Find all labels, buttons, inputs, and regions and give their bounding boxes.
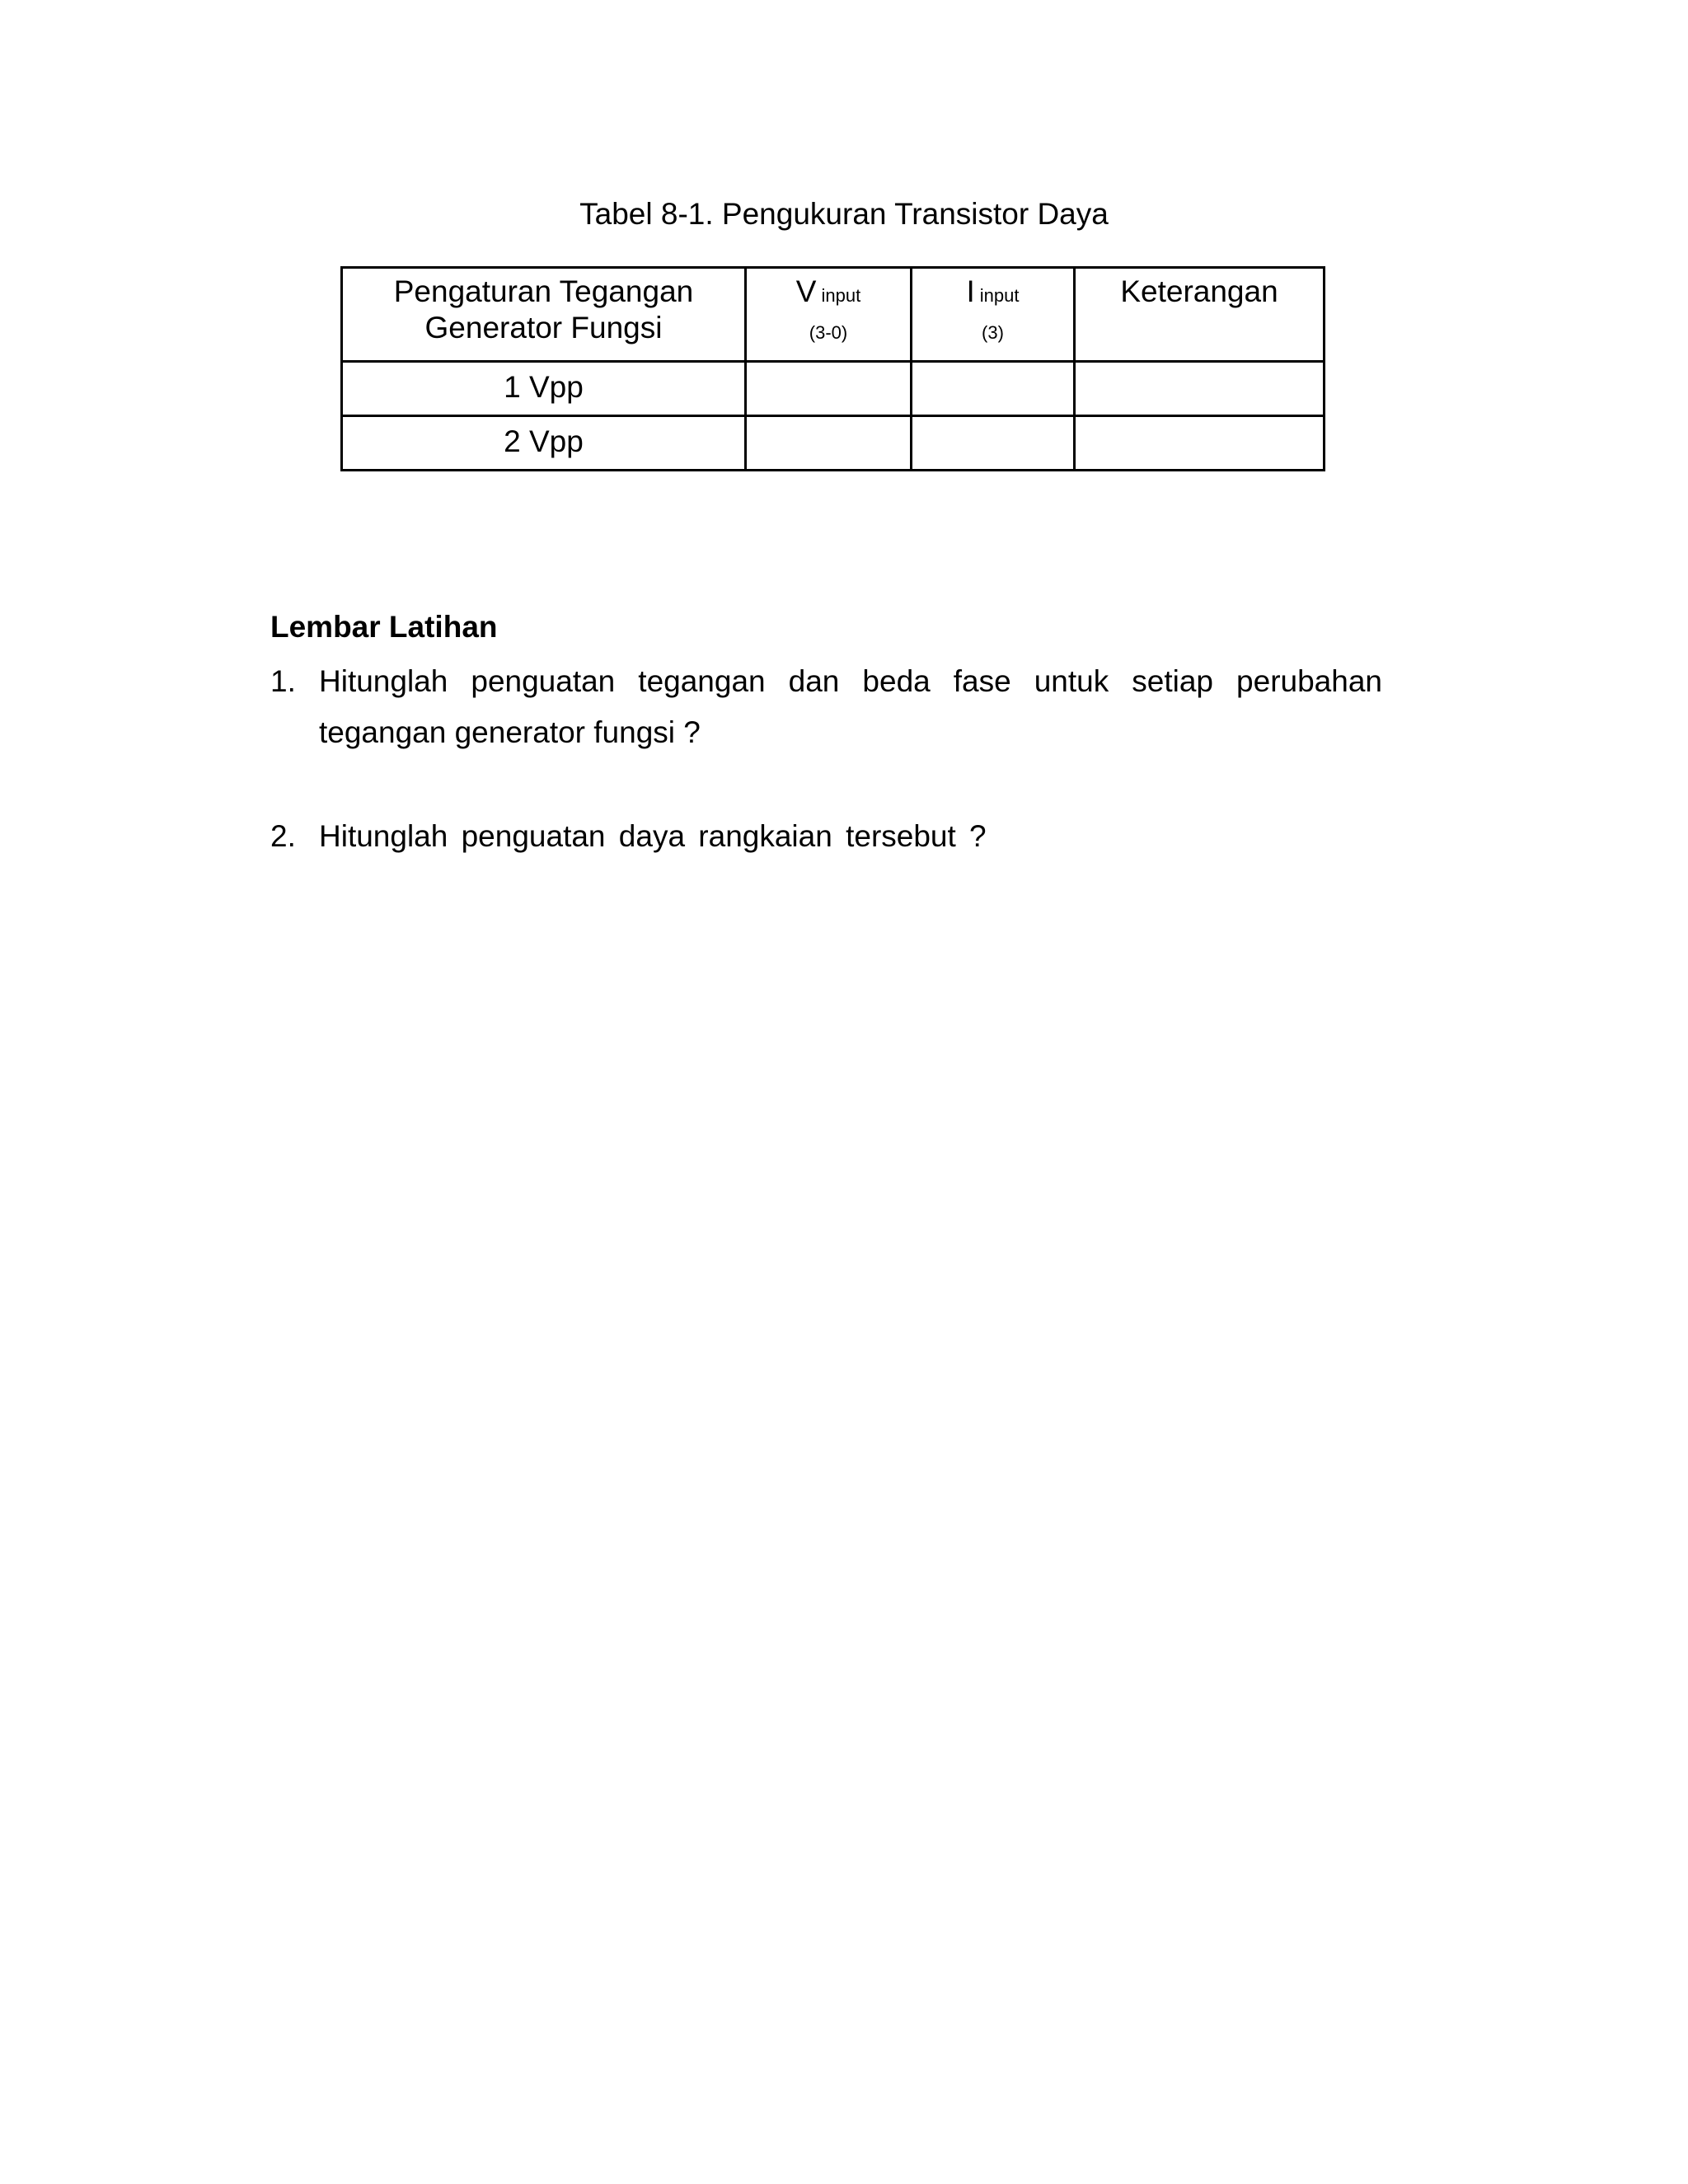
cell-v-input: [746, 362, 912, 416]
section-title: Lembar Latihan: [270, 610, 498, 644]
cell-setting-text: 1 Vpp: [504, 370, 584, 404]
header-i-input-symbol-line: [912, 269, 1073, 312]
cell-keterangan: [1075, 362, 1325, 416]
cell-v-input: [746, 416, 912, 471]
measurement-table: [340, 266, 1325, 471]
header-keterangan: [1075, 268, 1325, 362]
cell-keterangan: [1075, 416, 1325, 471]
header-voltage-setting: [342, 268, 746, 362]
header-i-input-node: (3): [982, 322, 1004, 343]
header-v-input-symbol: V: [795, 274, 817, 308]
table-header-row: [342, 268, 1325, 362]
table-caption: Tabel 8-1. Pengukuran Transistor Daya: [579, 197, 1109, 231]
table-row: [342, 416, 1325, 471]
cell-setting-text: 2 Vpp: [504, 424, 584, 458]
header-v-input-subscript: input: [821, 285, 861, 306]
question-number: 2.: [270, 819, 296, 853]
header-voltage-setting-label: Pengaturan Tegangan Generator Fungsi: [393, 274, 694, 344]
header-v-input-node: (3-0): [809, 322, 848, 343]
question-text: Hitunglah penguatan tegangan dan beda fase untuk setiap perubahan tegangan generator fungsi ?: [319, 664, 1382, 749]
cell-setting: [342, 416, 746, 471]
cell-i-input: [912, 362, 1075, 416]
header-i-input-symbol: I: [966, 274, 975, 308]
header-keterangan-label: Keterangan: [1120, 274, 1278, 308]
header-i-input-subscript: input: [979, 285, 1020, 306]
header-i-input: [912, 268, 1075, 362]
table-row: [342, 362, 1325, 416]
question-text: Hitunglah penguatan daya rangkaian tersebut ?: [319, 819, 987, 853]
header-v-input: [746, 268, 912, 362]
header-v-input-symbol-line: [747, 269, 910, 312]
question-number: 1.: [270, 664, 296, 698]
cell-setting: [342, 362, 746, 416]
cell-i-input: [912, 416, 1075, 471]
